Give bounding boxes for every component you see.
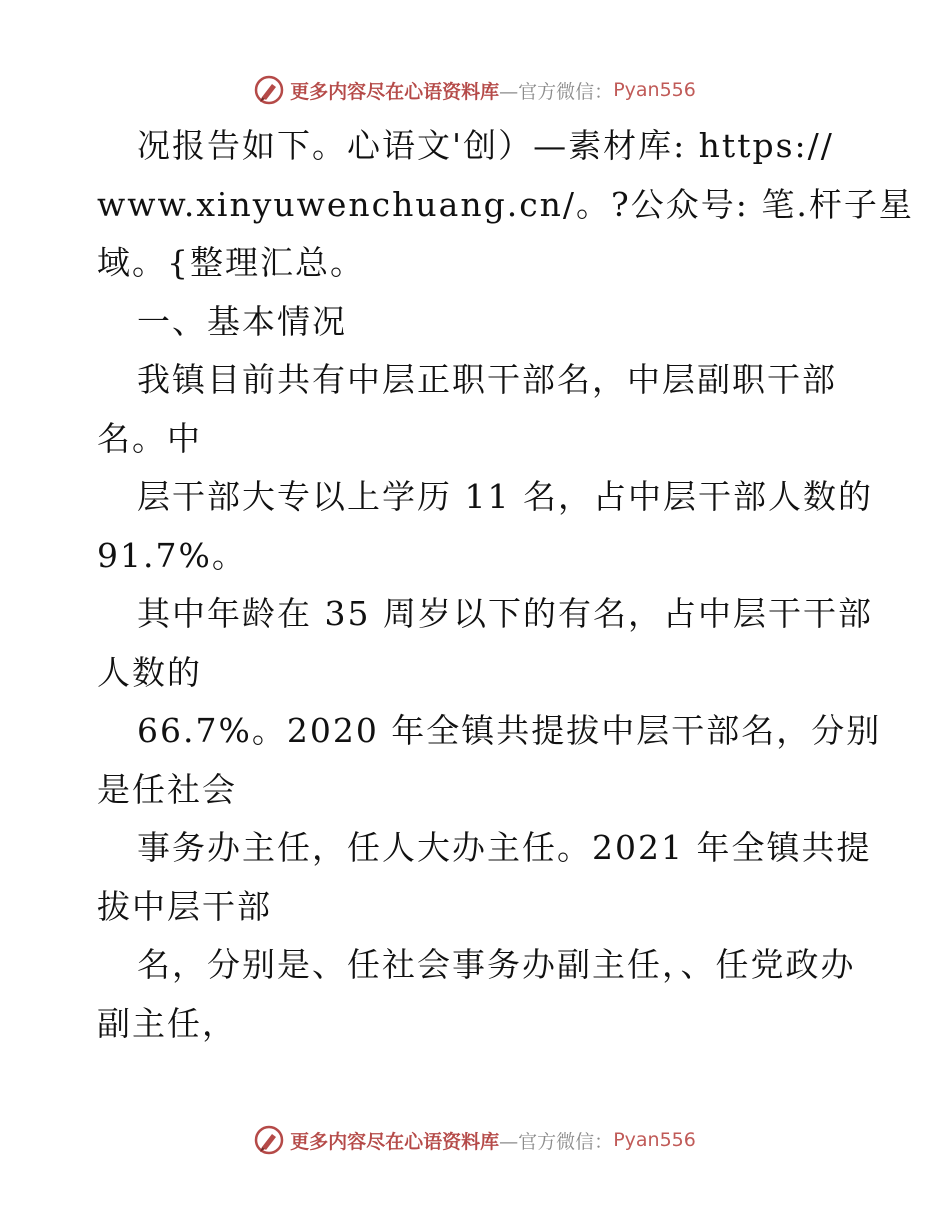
paragraph-line: 副主任， [97, 1003, 237, 1043]
pen-logo-icon [254, 1125, 284, 1155]
paragraph-line: 事务办主任，任人大办主任。2021 年全镇共提 [137, 828, 872, 867]
document-body [97, 117, 914, 1053]
paragraph-line: www.xinyuwenchuang.cn/。?公众号: 笔.杆子星 [97, 184, 914, 224]
watermark-text: 更多内容尽在心语资料库 [290, 80, 500, 103]
paragraph-line: 名，分别是、任社会事务办副主任，、任党政办 [137, 945, 856, 984]
paragraph-line: 拔中层干部 [97, 886, 272, 926]
paragraph-line: 层干部大专以上学历 11 名，占中层干部人数的 [137, 477, 873, 516]
watermark-separator: —官方微信： [499, 80, 614, 103]
paragraph-line: 我镇目前共有中层正职干部名，中层副职干部 [137, 360, 837, 399]
watermark-separator: —官方微信： [499, 1130, 614, 1153]
paragraph-line: 人数的 [97, 652, 202, 692]
watermark-account: Pyan556 [613, 79, 696, 101]
watermark-banner-bottom [0, 1120, 950, 1160]
watermark-banner-top [0, 70, 950, 110]
watermark-account: Pyan556 [613, 1129, 696, 1151]
paragraph-line: 其中年龄在 35 周岁以下的有名，占中层干干部 [137, 594, 873, 633]
paragraph-line: 是任社会 [97, 769, 237, 809]
paragraph-line: 91.7%。 [97, 535, 247, 575]
watermark-text: 更多内容尽在心语资料库 [290, 1130, 500, 1153]
paragraph-line: 66.7%。2020 年全镇共提拔中层干部名，分别 [137, 711, 882, 750]
paragraph-line: 名。中 [97, 418, 202, 458]
pen-logo-icon [254, 75, 284, 105]
paragraph-line: 域。{整理汇总。 [97, 243, 365, 282]
paragraph-line: 况报告如下。心语文'创）—素材库: https:// [137, 126, 834, 165]
section-heading: 一、基本情况 [137, 301, 347, 341]
